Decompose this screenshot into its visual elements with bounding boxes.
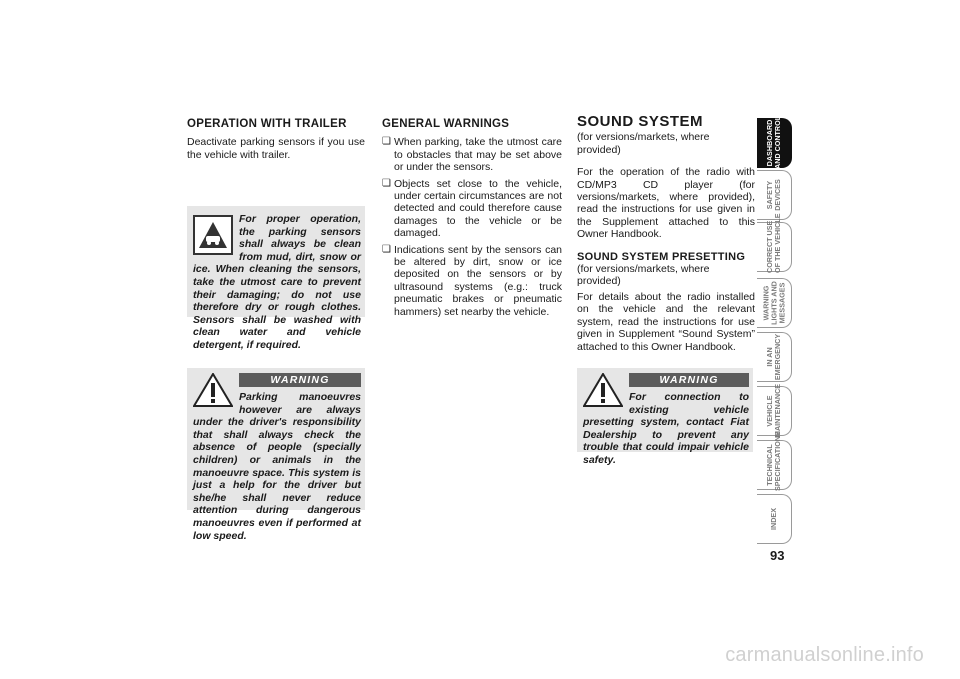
tab-safety-devices[interactable]: SAFETY DEVICES [757,170,792,220]
column-left [187,118,365,161]
list-item: ❏ When parking, take the utmost care to obstacles that may be set above or under the sensors. [382,136,562,174]
checkbox-bullet-icon: ❏ [382,243,391,255]
column-middle [382,118,562,322]
notice-box-sensors [187,204,365,351]
warning-box-manoeuvres [187,368,365,542]
tab-correct-use[interactable]: CORRECT USE OF THE VEHICLE [757,222,792,272]
warning-triangle-icon [583,373,625,407]
tab-vehicle-maintenance[interactable]: VEHICLE MAINTENANCE [757,386,792,436]
sound-system-body: For the operation of the radio with CD/MP3 CD player (for versions/markets, where provided), read the instructions for use given in the Supplement attached to this Owner Handbook. [577,166,755,241]
warning-triangle-icon [193,373,235,407]
tab-technical-specifications[interactable]: TECHNICAL SPECIFICATIONS [757,440,792,490]
warning-text-presetting: For connection to existing vehicle presetting system, contact Fiat Dealership to prevent any trouble that could impair vehicle safety. [583,391,749,466]
list-item: ❏ Objects set close to the vehicle, under certain circumstances are not detected and could therefore cause damages to the vehicle or be damaged. [382,177,562,240]
trailer-body: Deactivate parking sensors if you use the vehicle with trailer. [187,136,365,161]
warning-label: WARNING [239,373,361,387]
checkbox-bullet-icon: ❏ [382,177,391,189]
warning-text-manoeuvres: Parking manoeuvres however are always under the driver's responsibility that shall always check the absence of people (specially children) or animals in the manoeuvre space. This system is just a help for the driver but she/he shall never reduce attention during dangerous manoeuvres even if performed at low speed. [193,391,361,542]
section-heading-general-warnings: GENERAL WARNINGS [382,118,510,130]
tab-in-an-emergency[interactable]: IN AN EMERGENCY [757,332,792,382]
warning-label: WARNING [629,373,749,387]
general-warnings-list [382,136,562,318]
page-title: SOUND SYSTEM [577,113,704,130]
tab-index[interactable]: INDEX [757,494,792,544]
presetting-subtitle: (for versions/markets, where provided) [577,263,710,288]
warning-box-presetting [577,368,753,466]
tab-warning-lights[interactable]: WARNING LIGHTS AND MESSAGES [757,278,792,328]
presetting-body: For details about the radio installed on the vehicle and the relevant system, read the instructions for use given in Supplement “Sound System” attached to this Owner Handbook. [577,290,755,353]
tab-dashboard-and-controls[interactable]: DASHBOARD AND CONTROLS [757,118,792,168]
car-sensor-icon [193,215,233,255]
notice-text-sensors: For proper operation, the parking sensors shall always be clean from mud, dirt, snow or ice. When cleaning the sensors, take the utmost care to prevent their damaging; do not use therefore dry or rough clothes. Sensors shall be washed with clean water and vehicle detergent, if required. [193,213,361,351]
section-heading-trailer: OPERATION WITH TRAILER [187,118,347,130]
checkbox-bullet-icon: ❏ [382,136,391,148]
sound-system-subtitle: (for versions/markets, where provided) [577,131,710,156]
column-right [577,113,755,353]
page-number: 93 [770,548,785,563]
section-heading-presetting: SOUND SYSTEM PRESETTING [577,250,746,263]
watermark: carmanualsonline.info [725,644,924,666]
list-item: ❏ Indications sent by the sensors can be altered by dirt, snow or ice deposited on the sensors or by ultrasound systems (e.g.: truck pneumatic brakes or pneumatic hammers) set nearby the vehicle. [382,243,562,318]
